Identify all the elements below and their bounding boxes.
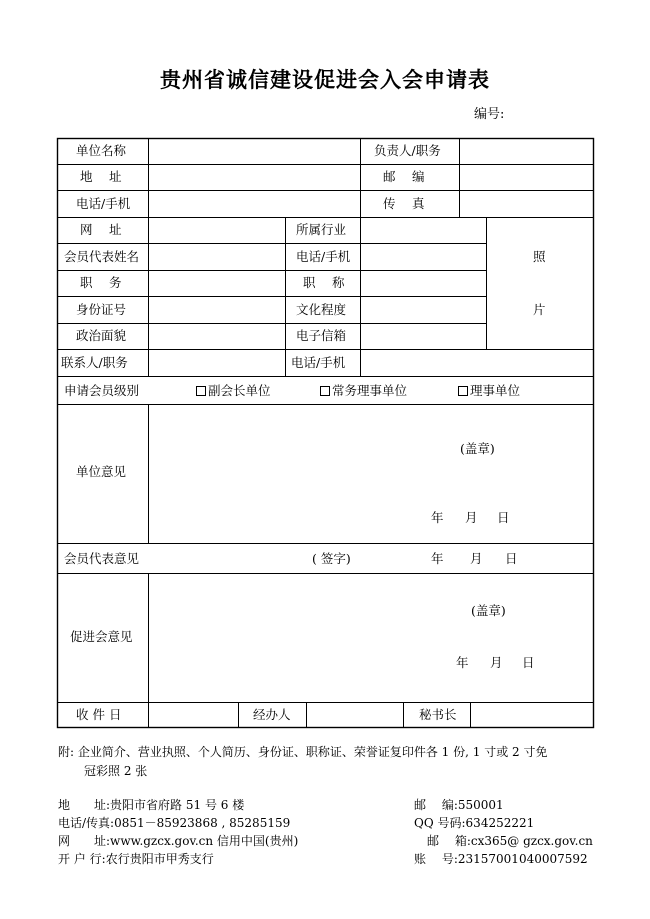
label-rep-opinion: 会员代表意见 (64, 551, 140, 566)
footer-zip-value: 550001 (457, 798, 504, 812)
assoc-date-day: 日 (522, 655, 535, 670)
checkbox-icon[interactable] (320, 386, 330, 396)
label-rep-phone: 电话/手机 (296, 249, 351, 264)
org-seal-label: (盖章) (460, 441, 495, 456)
serial-number-label: 编号: (474, 107, 505, 122)
option-label: 常务理事单位 (332, 383, 408, 398)
label-rep-name: 会员代表姓名 (64, 249, 140, 264)
attachment-note-line-1: 附: 企业简介、营业执照、个人简历、身份证、职称证、荣誉证复印件各 1 份, 1 寸或 2 寸免 (58, 745, 548, 759)
label-org-opinion: 单位意见 (76, 464, 127, 479)
footer-tel-label: 电话/传真: (58, 816, 115, 830)
option-label: 理事单位 (470, 383, 521, 398)
photo-label-1: 照 (533, 249, 546, 264)
footer-qq (414, 816, 534, 830)
label-politics: 政治面貌 (76, 328, 127, 343)
org-date-day: 日 (497, 510, 510, 525)
assoc-date-year: 年 (456, 655, 469, 670)
assoc-date-month: 月 (490, 655, 503, 670)
option-label: 副会长单位 (208, 383, 271, 398)
label-position: 职 务 (80, 275, 122, 290)
label-contact: 联系人/职务 (61, 355, 128, 370)
label-phone: 电话/手机 (76, 196, 131, 211)
form-title: 贵州省诚信建设促进会入会申请表 (160, 68, 490, 92)
option-vice-president[interactable] (196, 384, 271, 398)
label-contact-phone: 电话/手机 (291, 355, 346, 370)
footer-mail (427, 834, 593, 848)
footer-bank-label: 开 户 行: (58, 852, 106, 866)
footer-address-value: 贵阳市省府路 51 号 6 楼 (110, 798, 245, 812)
footer-zip (414, 798, 504, 812)
label-postcode: 邮 编 (383, 169, 425, 184)
rep-date-year: 年 (431, 551, 444, 566)
footer-account-label: 账 号: (414, 852, 458, 866)
footer-zip-label: 邮 编: (414, 798, 458, 812)
checkbox-icon[interactable] (196, 386, 206, 396)
label-id-no: 身份证号 (76, 302, 127, 317)
rep-date-month: 月 (470, 551, 483, 566)
label-org-name: 单位名称 (76, 143, 127, 158)
label-website: 网 址 (80, 222, 122, 237)
label-receive-date: 收 件 日 (76, 707, 122, 722)
label-person-in-charge: 负责人/职务 (374, 143, 441, 158)
footer-address-label: 地 址: (58, 798, 111, 812)
rep-date-day: 日 (505, 551, 518, 566)
footer-web-label: 网 址: (58, 834, 111, 848)
footer-account-value: 23157001040007592 (457, 852, 588, 866)
org-date-month: 月 (465, 510, 478, 525)
footer-web (58, 834, 298, 848)
option-director[interactable] (458, 384, 520, 398)
footer-tel (58, 816, 290, 830)
checkbox-icon[interactable] (458, 386, 468, 396)
assoc-seal-label: (盖章) (471, 603, 506, 618)
footer-mail-label: 邮 箱: (427, 834, 471, 848)
label-education: 文化程度 (296, 302, 347, 317)
label-industry: 所属行业 (296, 222, 347, 237)
option-executive-director[interactable] (320, 384, 407, 398)
footer-qq-label: QQ 号码: (414, 816, 466, 830)
label-address: 地 址 (80, 169, 122, 184)
footer-bank-value: 农行贵阳市甲秀支行 (105, 852, 214, 866)
label-secretary: 秘书长 (419, 707, 457, 722)
signature-label: ( 签字) (312, 551, 351, 566)
footer-web-value[interactable]: www.gzcx.gov.cn 信用中国(贵州) (110, 834, 299, 848)
photo-label-2: 片 (533, 302, 546, 317)
footer-bank (58, 852, 214, 866)
label-member-level: 申请会员级别 (64, 383, 140, 398)
footer-tel-value: 0851－85923868 , 85285159 (114, 816, 291, 830)
label-fax: 传 真 (383, 196, 425, 211)
label-assoc-opinion: 促进会意见 (70, 629, 133, 644)
label-handler: 经办人 (253, 707, 291, 722)
footer-mail-value[interactable]: cx365@ gzcx.gov.cn (470, 834, 593, 848)
footer-address (58, 798, 244, 812)
org-date-year: 年 (431, 510, 444, 525)
footer-qq-value: 634252221 (465, 816, 535, 830)
attachment-note-line-2: 冠彩照 2 张 (84, 764, 148, 778)
footer-account (414, 852, 588, 866)
label-email: 电子信箱 (296, 328, 347, 343)
label-title-rank: 职 称 (303, 275, 345, 290)
